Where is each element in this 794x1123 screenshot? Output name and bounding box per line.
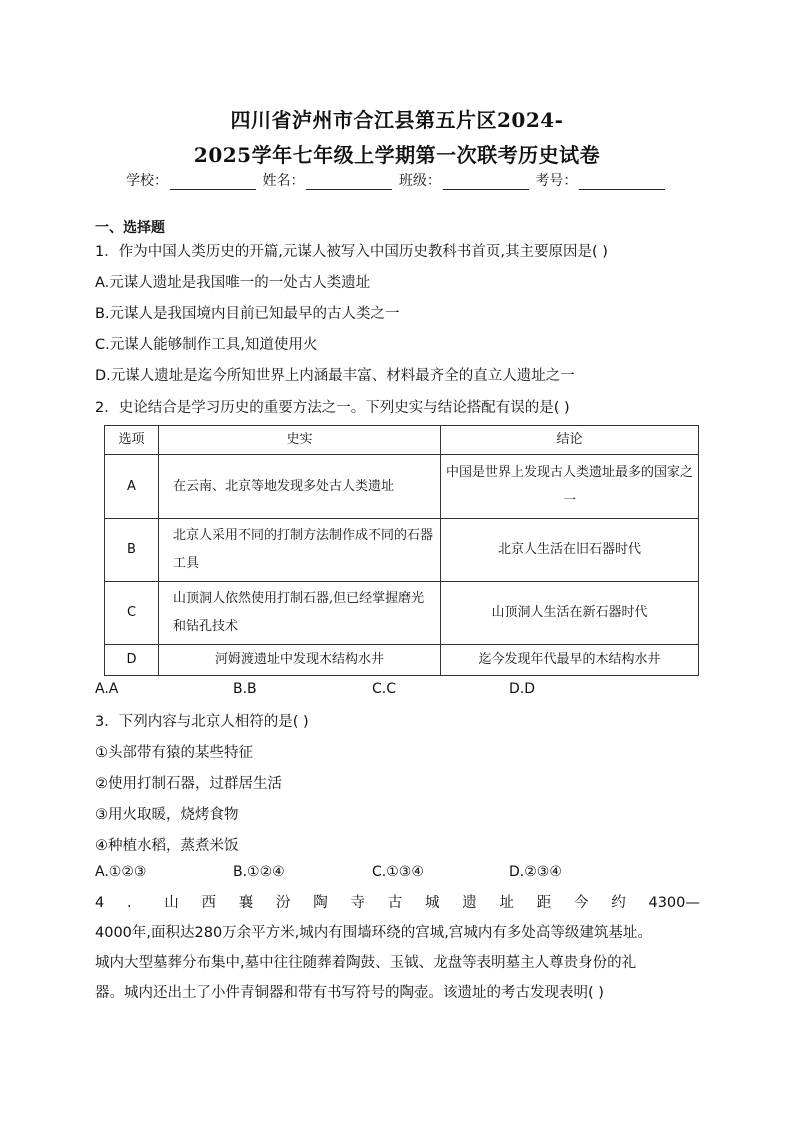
q4-line-1: [95, 888, 700, 918]
q2-choice-a: A.A: [95, 681, 119, 697]
table-header-row: [105, 426, 699, 455]
q3-item-4: ④种植水稻，蒸煮米饭: [95, 838, 239, 854]
col-header-conclusion: 结论: [441, 426, 699, 455]
q4-line-1-token: 西: [201, 895, 216, 911]
q3-item-3: ③用火取暖，烧烤食物: [95, 807, 239, 823]
q1-stem: 1．作为中国人类历史的开篇,元谋人被写入中国历史教科书首页,其主要原因是( ): [95, 244, 608, 260]
row-fact: 河姆渡遗址中发现木结构水井: [159, 645, 441, 676]
q1-option-d: D.元谋人遗址是迄今所知世界上内涵最丰富、材料最齐全的直立人遗址之一: [95, 368, 575, 384]
student-info-row: [126, 170, 686, 192]
q4-line-1-token: 城: [424, 895, 440, 911]
q3-item-1: ①头部带有猿的某些特征: [95, 745, 253, 761]
q2-choice-c: C.C: [372, 681, 397, 697]
exam-number-label: 考号：: [535, 173, 578, 189]
q4-line-4: 器。城内还出土了小件青铜器和带有书写符号的陶壶。该遗址的考古发现表明( ): [95, 985, 604, 1001]
q4-line-1-token: 古: [387, 895, 403, 911]
q4-line-2: 4000年,面积达280万余平方米,城内有围墙环绕的宫城,宫城内有多处高等级建筑基址。: [95, 925, 652, 941]
q4-line-1-token: 址: [499, 895, 514, 911]
q4-line-1-token: 遗: [462, 895, 477, 911]
section-heading: 一、选择题: [95, 220, 165, 236]
row-fact: 在云南、北京等地发现多处古人类遗址: [159, 455, 441, 519]
q4-line-3: 城内大型墓葬分布集中,墓中往往随葬着陶鼓、玉钺、龙盘等表明墓主人尊贵身份的礼: [95, 955, 637, 971]
table-row: [105, 455, 699, 519]
q4-line-1-token: 陶: [313, 895, 328, 911]
table-row: [105, 519, 699, 582]
q4-stem: [95, 888, 700, 1008]
school-blank[interactable]: [170, 173, 256, 190]
q2-stem: 2．史论结合是学习历史的重要方法之一。下列史实与结论搭配有误的是( ): [95, 400, 570, 416]
exam-title-line1: 四川省泸州市合江县第五片区2024-: [230, 108, 564, 132]
class-label: 班级：: [398, 173, 441, 189]
q3-stem: 3．下列内容与北京人相符的是( ): [95, 714, 309, 730]
exam-title-line2: 2025学年七年级上学期第一次联考历史试卷: [193, 143, 601, 167]
q4-line-1-token: 4300—: [648, 895, 700, 911]
q4-line-1-token: 汾: [275, 895, 291, 911]
row-conclusion: 迄今发现年代最早的木结构水井: [441, 645, 699, 676]
row-fact: 山顶洞人依然使用打制石器,但已经掌握磨光和钻孔技术: [159, 582, 441, 645]
q4-line-1-token: 寺: [350, 895, 365, 911]
col-header-fact: 史实: [159, 426, 441, 455]
q3-item-2: ②使用打制石器，过群居生活: [95, 776, 282, 792]
q2-choice-b: B.B: [233, 681, 257, 697]
row-option: A: [105, 455, 159, 519]
q3-choice-a: A.①②③: [95, 864, 147, 880]
q4-line-1-token: 4: [95, 895, 105, 911]
q1-option-b: B.元谋人是我国境内目前已知最早的古人类之一: [95, 306, 400, 322]
exam-number-blank[interactable]: [579, 173, 665, 190]
q4-line-1-token: 山: [164, 895, 179, 911]
col-header-option: 选项: [105, 426, 159, 455]
school-label: 学校：: [126, 173, 168, 189]
q3-choice-d: D.②③④: [509, 864, 562, 880]
q4-line-1-token: 约: [611, 895, 626, 911]
row-option: D: [105, 645, 159, 676]
q1-option-a: A.元谋人遗址是我国唯一的一处古人类遗址: [95, 275, 371, 291]
row-option: C: [105, 582, 159, 645]
table-row: [105, 645, 699, 676]
q4-line-1-token: ．: [126, 895, 142, 911]
row-conclusion: 山顶洞人生活在新石器时代: [441, 582, 699, 645]
row-fact: 北京人采用不同的打制方法制作成不同的石器工具: [159, 519, 441, 582]
name-label: 姓名：: [262, 173, 305, 189]
q4-line-1-token: 距: [536, 895, 552, 911]
q3-choice-b: B.①②④: [233, 864, 285, 880]
row-conclusion: 北京人生活在旧石器时代: [441, 519, 699, 582]
row-conclusion: 中国是世界上发现古人类遗址最多的国家之一: [441, 455, 699, 519]
q2-table: [104, 425, 699, 676]
q3-choice-c: C.①③④: [372, 864, 424, 880]
q4-line-1-token: 今: [573, 895, 589, 911]
table-row: [105, 582, 699, 645]
name-blank[interactable]: [306, 173, 392, 190]
q2-choice-d: D.D: [509, 681, 536, 697]
q1-option-c: C.元谋人能够制作工具,知道使用火: [95, 337, 318, 353]
q4-line-1-token: 襄: [238, 895, 254, 911]
row-option: B: [105, 519, 159, 582]
class-blank[interactable]: [443, 173, 529, 190]
